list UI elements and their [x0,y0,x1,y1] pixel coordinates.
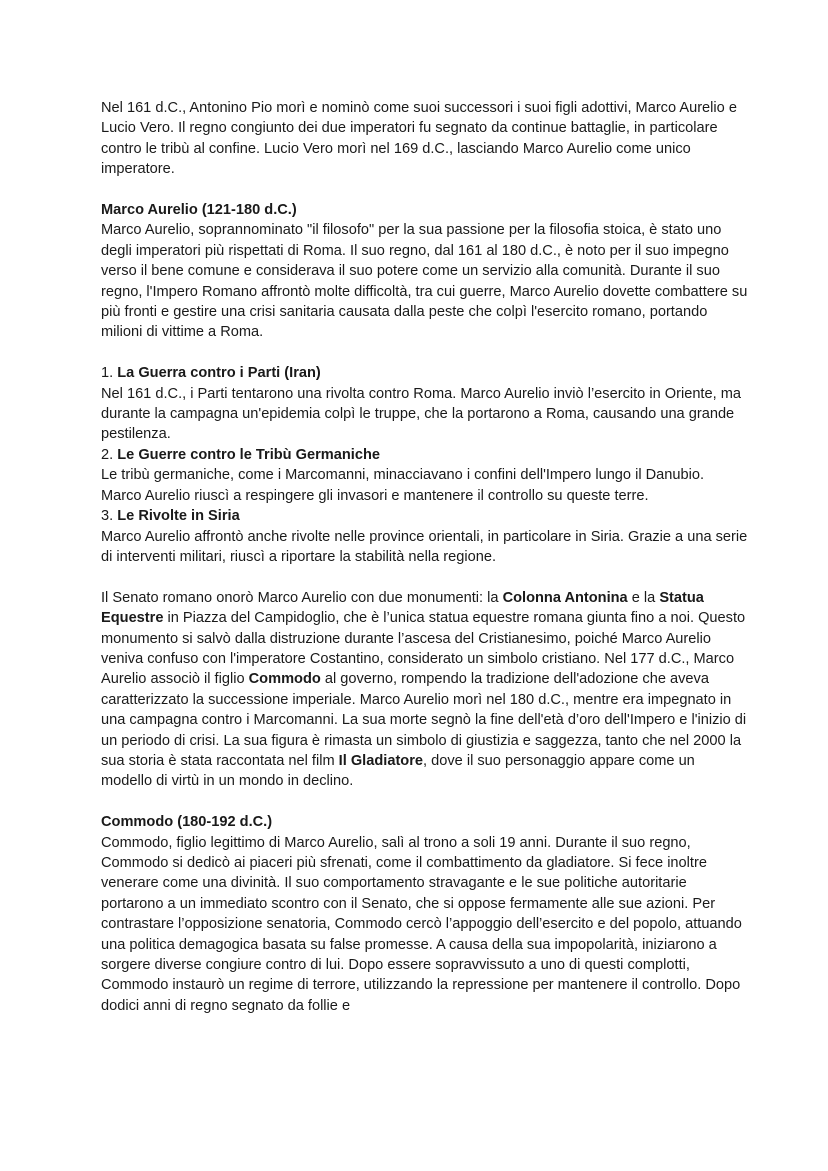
commodo-bold: Commodo [248,671,321,688]
senate-text: Il Senato romano onorò Marco Aurelio con due monumenti: la [101,589,503,606]
senate-paragraph [101,588,748,792]
war-title: La Guerra contro i Parti (Iran) [117,365,321,382]
war-number: 2. [101,446,114,463]
paragraph-gap [101,567,748,587]
war-item-text: Le tribù germaniche, come i Marcomanni, minacciavano i confini dell'Impero lungo il Danubio. Marco Aurelio riuscì a respingere gli invasori e mantenere il controllo su queste terre. [101,467,705,504]
statua-equestre-bold: Statua Equestre [101,589,704,627]
paragraph-gap [101,792,748,812]
paragraph-gap [101,343,748,363]
intro-paragraph: Nel 161 d.C., Antonino Pio morì e nominò come suoi successori i suoi figli adottivi, Marco Aurelio e Lucio Vero. Il regno congiunto dei due imperatori fu segnato da continue battaglie, in particolare contro le tribù al confine. Lucio Vero morì nel 169 d.C., lasciando Marco Aurelio come unico imperatore. [101,100,737,178]
war-number: 3. [101,508,114,525]
marco-aurelio-heading: Marco Aurelio (121-180 d.C.) [101,202,297,219]
senate-text: e la [627,589,660,606]
senate-text: al governo, rompendo la tradizione dell'adozione che aveva caratterizzato la successione imperiale. Marco Aurelio morì nel 180 d.C., mentre era impegnato in una campagna contro i Marcomanni. La sua morte segnò la fine dell'età d’oro dell'Impero e l'inizio di un periodo di crisi. La sua figura è rimasta un simbolo di giustizia e saggezza, tanto che nel 2000 la sua storia è stata raccontata nel film [101,671,747,769]
marco-aurelio-paragraph: Marco Aurelio, soprannominato "il filosofo" per la sua passione per la filosofia stoica, è stato uno degli imperatori più rispettati di Roma. Il suo regno, dal 161 al 180 d.C., è noto per il suo impegno verso il bene comune e considerava il suo potere come un servizio alla comunità. Durante il suo regno, l'Impero Romano affrontò molte difficoltà, tra cui guerre, Marco Aurelio dovette combattere su più fronti e gestire una crisi sanitaria causata dalla peste che colpì l'esercito romano, portando milioni di vittime a Roma. [101,222,748,341]
war-item-title [101,363,748,383]
commodo-paragraph: Commodo, figlio legittimo di Marco Aurelio, salì al trono a soli 19 anni. Durante il suo regno, Commodo si dedicò ai piaceri più sfrenati, come il combattimento da gladiatore. Si fece inoltre venerare come una divinità. Il suo comportamento stravagante e le sue politiche autoritarie portarono a un immediato scontro con il Senato, che si oppose fermamente alle sue azioni. Per contrastare l’opposizione senatoria, Commodo cercò l’appoggio dell’esercito e del popolo, attuando una politica demagogica basata su false promesse. A causa della sua impopolarità, iniziarono a sorgere diverse congiure contro di lui. Dopo essere sopravvissuto a uno di questi complotti, Commodo instaurò un regime di terrore, utilizzando la repressione per mantenere il controllo. Dopo dodici anni di regno segnato da follie e [101,834,742,1014]
senate-text: , dove il suo personaggio appare come un modello di virtù in un mondo in declino. [101,752,695,790]
war-item-text: Marco Aurelio affrontò anche rivolte nelle province orientali, in particolare in Siria. Grazie a una serie di interventi militari, riuscì a riportare la stabilità nella regione. [101,528,748,565]
war-item-text: Nel 161 d.C., i Parti tentarono una rivolta contro Roma. Marco Aurelio inviò l’esercito in Oriente, ma durante la campagna un'epidemia colpì le truppe, che la portarono a Roma, causando una grande pestilenza. [101,385,741,443]
war-number: 1. [101,365,114,382]
war-item-title [101,445,748,465]
war-item-title [101,506,748,526]
il-gladiatore-bold: Il Gladiatore [338,752,424,769]
paragraph-gap [101,180,748,200]
senate-text: in Piazza del Campidoglio, che è l’unica statua equestre romana giunta fino a noi. Questo monumento si salvò dalla distruzione durante l’ascesa del Cristianesimo, poiché Marco Aurelio veniva confuso con l'imperatore Costantino, considerato un simbolo cristiano. Nel 177 d.C., Marco Aurelio associò il figlio [101,610,746,688]
commodo-heading: Commodo (180-192 d.C.) [101,814,273,831]
wars-list [101,363,748,567]
colonna-antonina-bold: Colonna Antonina [502,589,628,606]
war-title: Le Rivolte in Siria [117,508,240,525]
war-title: Le Guerre contro le Tribù Germaniche [117,446,380,463]
